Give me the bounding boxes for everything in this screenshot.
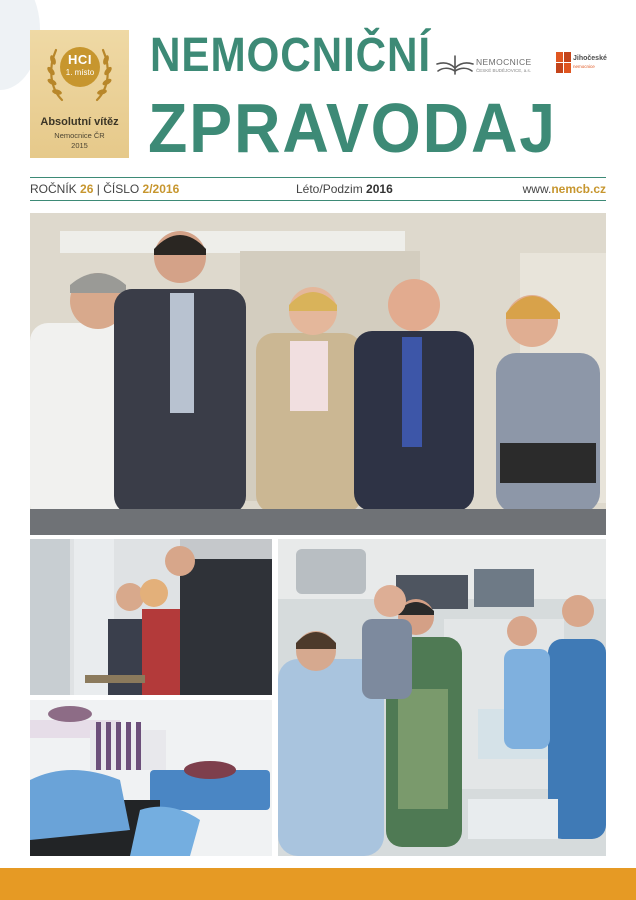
issue-number: 2/2016	[142, 182, 180, 196]
website-domain: nemcb.cz	[551, 182, 606, 196]
rule-bottom	[30, 200, 606, 201]
issue-info	[30, 182, 179, 196]
region-mark-icon	[556, 52, 572, 74]
footer-bar	[0, 868, 636, 900]
website-link[interactable]	[523, 182, 606, 196]
volume-number: 26	[80, 182, 94, 196]
cover-photo-lab	[30, 700, 272, 856]
volume-label: ROČNÍK	[30, 182, 77, 196]
region-logo-name: Jihočeské	[573, 55, 607, 62]
hci-seal	[60, 47, 100, 87]
hospital-logo-name: NEMOCNICE	[476, 57, 532, 67]
hospital-logo-sub: ČESKÉ BUDĚJOVICE, a.s.	[476, 68, 532, 73]
region-logo	[556, 50, 610, 78]
badge-sub-text: Nemocnice ČR	[54, 131, 105, 140]
masthead-line1: NEMOCNIČNÍ	[150, 29, 432, 82]
badge-main-text: Absolutní vítěz	[40, 116, 119, 128]
cover-photo-visit	[30, 539, 272, 695]
hospital-logo	[436, 52, 544, 78]
masthead-line2: ZPRAVODAJ	[148, 89, 557, 167]
number-label: ČÍSLO	[103, 182, 140, 196]
region-logo-sub: nemocnice	[573, 64, 595, 69]
season-info	[296, 182, 393, 196]
season-year: 2016	[366, 182, 393, 196]
season-label: Léto/Podzim	[296, 182, 363, 196]
hci-place: 1. místo	[65, 68, 95, 77]
issue-separator: |	[96, 182, 100, 196]
award-badge	[30, 30, 129, 158]
rule-top	[30, 177, 606, 178]
cover-photo-ward	[278, 539, 606, 856]
leaf-icon	[436, 54, 474, 76]
cover-photo-main	[30, 213, 606, 535]
hci-title: HCI	[68, 52, 92, 67]
website-prefix: www.	[522, 182, 552, 196]
badge-year: 2015	[71, 141, 88, 150]
